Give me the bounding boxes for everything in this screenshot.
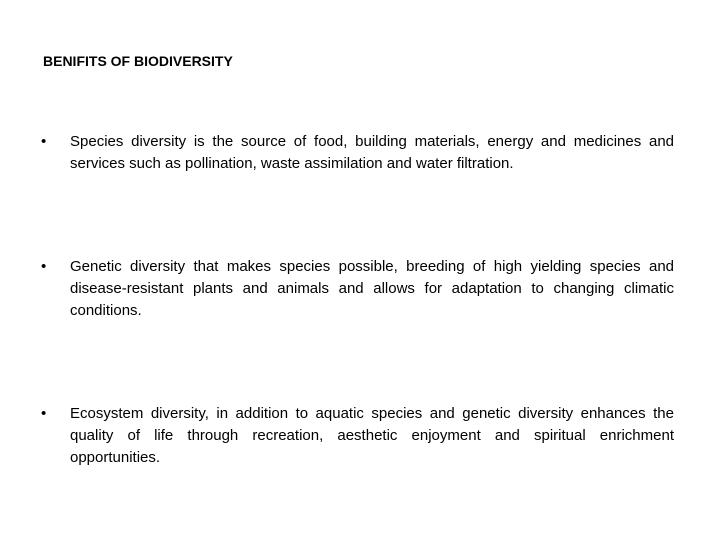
list-item-text: Ecosystem diversity, in addition to aquatic species and genetic diversity enhances the quality of life through recreation, aesthetic enjoyment and spiritual enrichment opportunities.: [70, 405, 674, 466]
bullet-icon: •: [41, 133, 47, 150]
list-item-text: Genetic diversity that makes species possible, breeding of high yielding species and disease-resistant plants and animals and allows for adaptation to changing climatic conditions.: [70, 258, 674, 319]
page-title: BENIFITS OF BIODIVERSITY: [43, 53, 233, 69]
bullet-icon: •: [41, 405, 47, 422]
bullet-icon: •: [41, 258, 47, 275]
list-item-text: Species diversity is the source of food, building materials, energy and medicines and services such as pollination, waste assimilation and water filtration.: [70, 133, 674, 172]
